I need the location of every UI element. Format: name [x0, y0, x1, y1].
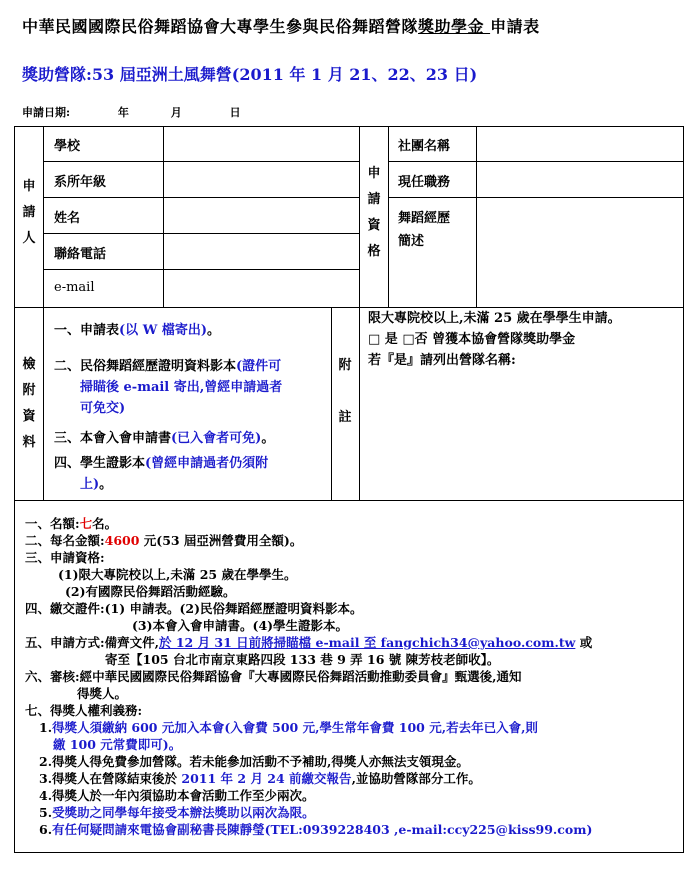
rule-method — [25, 634, 685, 651]
prior-award-checkbox[interactable]: □ 是 □否 曾獲本協會營隊獎助學金 — [368, 332, 576, 347]
rule-eligibility: 三、申請資格: — [25, 550, 105, 565]
rule-highlight: 得獎人須繳納 600 元加入本會(入會費 500 元,學生常年會費 100 元,若去年已入會,則 — [52, 720, 538, 735]
remarks-section-label — [337, 353, 353, 431]
email-link[interactable]: 於 12 月 31 日前將掃瞄檔 e-mail 至 fangchich34@yahoo.com.tw — [158, 635, 576, 650]
item-note: (證件可 — [236, 359, 282, 374]
subtitle: 獎助營隊:53 屆亞洲土風舞營(2011 年 1 月 21、22、23 日) — [22, 65, 478, 84]
rule-amount — [25, 532, 685, 549]
attachment-item-3 — [54, 428, 274, 449]
rule-rights: 七、得獎人權利義務: — [25, 703, 143, 718]
phone-label: 聯絡電話 — [54, 247, 107, 262]
rule-rights-1b: 繳 100 元常費即可)。 — [53, 737, 182, 752]
dance-experience-label: 舞蹈經歷 — [398, 211, 451, 226]
rule-quota — [25, 515, 685, 532]
rule-eligibility-1: (1)限大專院校以上,未滿 25 歲在學學生。 — [58, 567, 297, 582]
rule-rights-3 — [25, 770, 685, 787]
label-char: 註 — [338, 410, 352, 425]
rule-text: 6. — [39, 822, 53, 837]
item-text: 四、學生證影本 — [54, 456, 146, 471]
rule-text: 二、每名金額: — [25, 533, 105, 548]
rule-highlight: 七 — [79, 516, 93, 531]
current-position-field[interactable] — [477, 162, 683, 197]
rule-rights-1 — [25, 719, 685, 736]
item-note: (以 W 檔寄出) — [119, 323, 207, 338]
rule-text: 或 — [575, 635, 593, 650]
school-field[interactable] — [164, 127, 359, 161]
club-name-label: 社團名稱 — [398, 139, 451, 154]
label-char: 格 — [367, 244, 381, 259]
rule-text: 3.得獎人在營隊結束後於 — [39, 771, 182, 786]
item-note: (已入會者可免) — [171, 431, 262, 446]
rule-documents: 四、繳交證件:(1) 申請表。(2)民俗舞蹈經歷證明資料影本。 — [25, 601, 363, 616]
email-label: e-mail — [54, 280, 95, 295]
rule-text: 元(53 屆亞洲營費用全額)。 — [139, 533, 303, 548]
item-tail: 。 — [99, 477, 113, 492]
attachments-section-label — [21, 352, 37, 456]
label-char: 檢 — [22, 357, 36, 372]
rule-highlight: 2011 年 2 月 24 前繳交報告 — [181, 771, 352, 786]
rule-highlight: 受獎助之同學每年接受本辦法獎助以兩次為限。 — [52, 805, 315, 820]
phone-field[interactable] — [164, 234, 359, 269]
rule-documents-2: (3)本會入會申請書。(4)學生證影本。 — [132, 618, 349, 633]
rule-text: 五、申請方式:備齊文件, — [25, 635, 159, 650]
label-char: 資 — [22, 409, 36, 424]
remark-eligibility: 限大專院校以上,未滿 25 歲在學學生申請。 — [368, 311, 621, 326]
label-char: 申 — [22, 179, 36, 194]
rules-section — [25, 515, 685, 838]
item-text: 一、申請表 — [54, 323, 120, 338]
item-note: 可免交) — [80, 401, 126, 416]
attachment-item-4 — [54, 453, 268, 495]
item-note: (曾經申請過者仍須附 — [145, 456, 269, 471]
rule-method-2: 寄至【105 台北市南京東路四段 133 巷 9 弄 16 號 陳芳枝老師收】。 — [105, 652, 500, 667]
rule-rights-6 — [25, 821, 685, 838]
label-char: 請 — [367, 192, 381, 207]
rule-text: 名。 — [92, 516, 118, 531]
item-text: 三、本會入會申請書 — [54, 431, 172, 446]
label-char: 申 — [367, 166, 381, 181]
applicant-section-label — [21, 174, 37, 252]
label-char: 資 — [367, 218, 381, 233]
remark-camp-name: 若『是』請列出營隊名稱: — [368, 353, 516, 368]
rule-eligibility-2: (2)有國際民俗舞蹈活動經驗。 — [65, 584, 236, 599]
department-grade-label: 系所年級 — [54, 175, 107, 190]
rule-review: 六、審核:經中華民國國際民俗舞蹈協會『大專國際民俗舞蹈活動推動委員會』甄選後,通知 — [25, 669, 522, 684]
rule-highlight: 有任何疑問請來電協會副秘書長陳靜瑩(TEL:0939228403 ,e-mail:ccy225@kiss99.com) — [52, 822, 593, 837]
name-label: 姓名 — [54, 211, 81, 226]
rule-rights-4: 4.得獎人於一年內須協助本會活動工作至少兩次。 — [39, 788, 315, 803]
date-year: 年 — [117, 106, 129, 119]
rule-rights-2: 2.得獎人得免費參加營隊。若未能參加活動不予補助,得獎人亦無法支領現金。 — [39, 754, 469, 769]
rule-text: 一、名額: — [25, 516, 80, 531]
item-note: 上) — [80, 477, 100, 492]
label-char: 請 — [22, 205, 36, 220]
summary-label: 簡述 — [398, 234, 425, 249]
qualification-section-label — [366, 161, 382, 265]
department-grade-field[interactable] — [164, 162, 359, 197]
label-char: 料 — [22, 435, 36, 450]
date-day: 日 — [229, 106, 241, 119]
label-char: 附 — [338, 358, 352, 373]
rule-text: 1. — [39, 720, 53, 735]
item-tail: 。 — [261, 431, 275, 446]
rule-review-2: 得獎人。 — [77, 686, 128, 701]
date-label: 申請日期: — [22, 106, 71, 119]
item-text: 二、民俗舞蹈經歷證明資料影本 — [54, 359, 237, 374]
rule-text: ,並協助營隊部分工作。 — [351, 771, 481, 786]
school-label: 學校 — [54, 139, 81, 154]
label-char: 附 — [22, 383, 36, 398]
title-main: 中華民國國際民俗舞蹈協會大專學生參與民俗舞蹈營隊 — [22, 17, 419, 36]
current-position-label: 現任職務 — [398, 175, 451, 190]
item-tail: 。 — [206, 323, 220, 338]
rule-text: 5. — [39, 805, 53, 820]
remarks-content — [368, 308, 621, 371]
item-note: 掃瞄後 e-mail 寄出,曾經申請過者 — [80, 380, 283, 395]
email-field[interactable] — [164, 270, 359, 307]
attachment-item-1 — [54, 320, 220, 341]
title-underlined: 獎助學金 — [418, 17, 491, 36]
rule-highlight: 4600 — [104, 533, 140, 548]
title-tail: 申請表 — [490, 17, 540, 36]
label-char: 人 — [22, 231, 36, 246]
rule-rights-5 — [25, 804, 685, 821]
club-name-field[interactable] — [477, 127, 683, 161]
dance-experience-field[interactable] — [477, 198, 683, 307]
attachment-item-2 — [54, 356, 282, 419]
date-month: 月 — [170, 106, 182, 119]
name-field[interactable] — [164, 198, 359, 233]
